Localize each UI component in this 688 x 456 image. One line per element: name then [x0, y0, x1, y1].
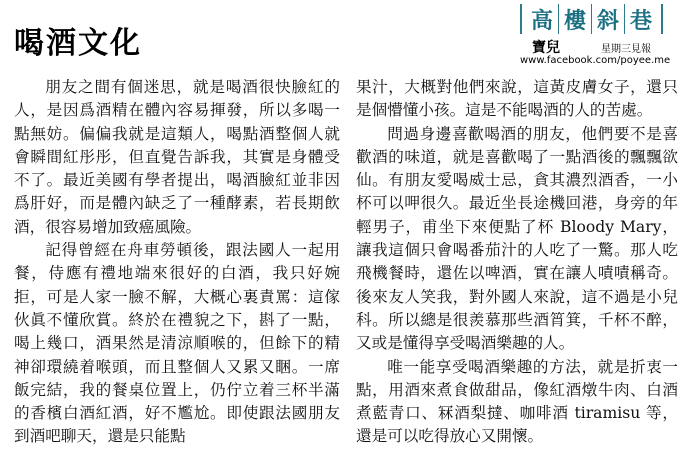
paragraph: 唯一能享受喝酒樂趣的方法，就是折衷一點，用酒來煮食做甜品，像紅酒燉牛肉、白酒煮藍青口、冧酒梨撻、咖啡酒 tiramisu 等，還是可以吃得放心又開懷。	[356, 357, 678, 446]
article-header	[0, 0, 688, 70]
publication-schedule: 星期三見報	[601, 44, 651, 55]
author-name: 寶兒	[532, 40, 560, 56]
paragraph: 問過身邊喜歡喝酒的朋友，他們要不是喜歡酒的味道，就是喜歡喝了一點酒後的飄飄欲仙。有朋友愛喝威士忌，貪其濃烈酒香，一小杯可以呷很久。最近坐長途機回港，身旁的年輕男子，甫坐下來便點了杯 Bloody Mary，讓我這個只會喝番茄汁的人吃了一驚。那人吃飛機餐時，還佐以啤酒，實在讓人嘖嘖稱奇。後來友人笑我，對外國人來說，這不過是小兒科。所以總是很羨慕那些酒筲箕，千杯不醉，又或是懂得享受喝酒樂趣的人。	[356, 124, 678, 353]
paragraph: 果汁，大概對他們來說，這黃皮膚女子，還只是個懵懂小孩。這是不能喝酒的人的苦處。	[356, 78, 678, 120]
column-name-char: 高	[531, 9, 554, 34]
column-name-char: 巷	[624, 4, 657, 34]
paragraph: 朋友之間有個迷思，就是喝酒很快臉紅的人，是因爲酒精在體內容易揮發，所以多喝一點無妨。偏偏我就是這類人，喝點酒整個人就會瞬間紅彤彤，但直覺告訴我，其實是身體受不了。最近美國有學者提出，喝酒臉紅並非因爲肝好，而是體內缺乏了一種酵素，若長期飲酒，很容易增加致癌風險。	[14, 78, 340, 236]
column-name-char: 斜	[591, 4, 624, 34]
left-text-column	[14, 76, 340, 449]
facebook-url: www.facebook.com/poyee.me	[520, 55, 671, 66]
column-name-box	[520, 4, 663, 34]
article-title: 喝酒文化	[14, 26, 142, 61]
right-text-column	[356, 76, 678, 449]
column-name-char: 樓	[558, 4, 591, 34]
paragraph: 記得曾經在舟車勞頓後，跟法國人一起用餐，侍應有禮地端來很好的白酒，我只好婉拒，可是人家一臉不解，大概心裏責罵：這傢伙眞不懂欣賞。終於在禮貌之下，斟了一點，喝上幾口，酒果然是清涼順喉的，但餘下的精神卻環繞着喉頭，而且整個人又累又睏。一席飯完結，我的餐桌位置上，仍佇立着三杯半滿的香檳白酒紅酒，好不尷尬。即使跟法國朋友到酒吧聊天，還是只能點	[14, 241, 340, 446]
